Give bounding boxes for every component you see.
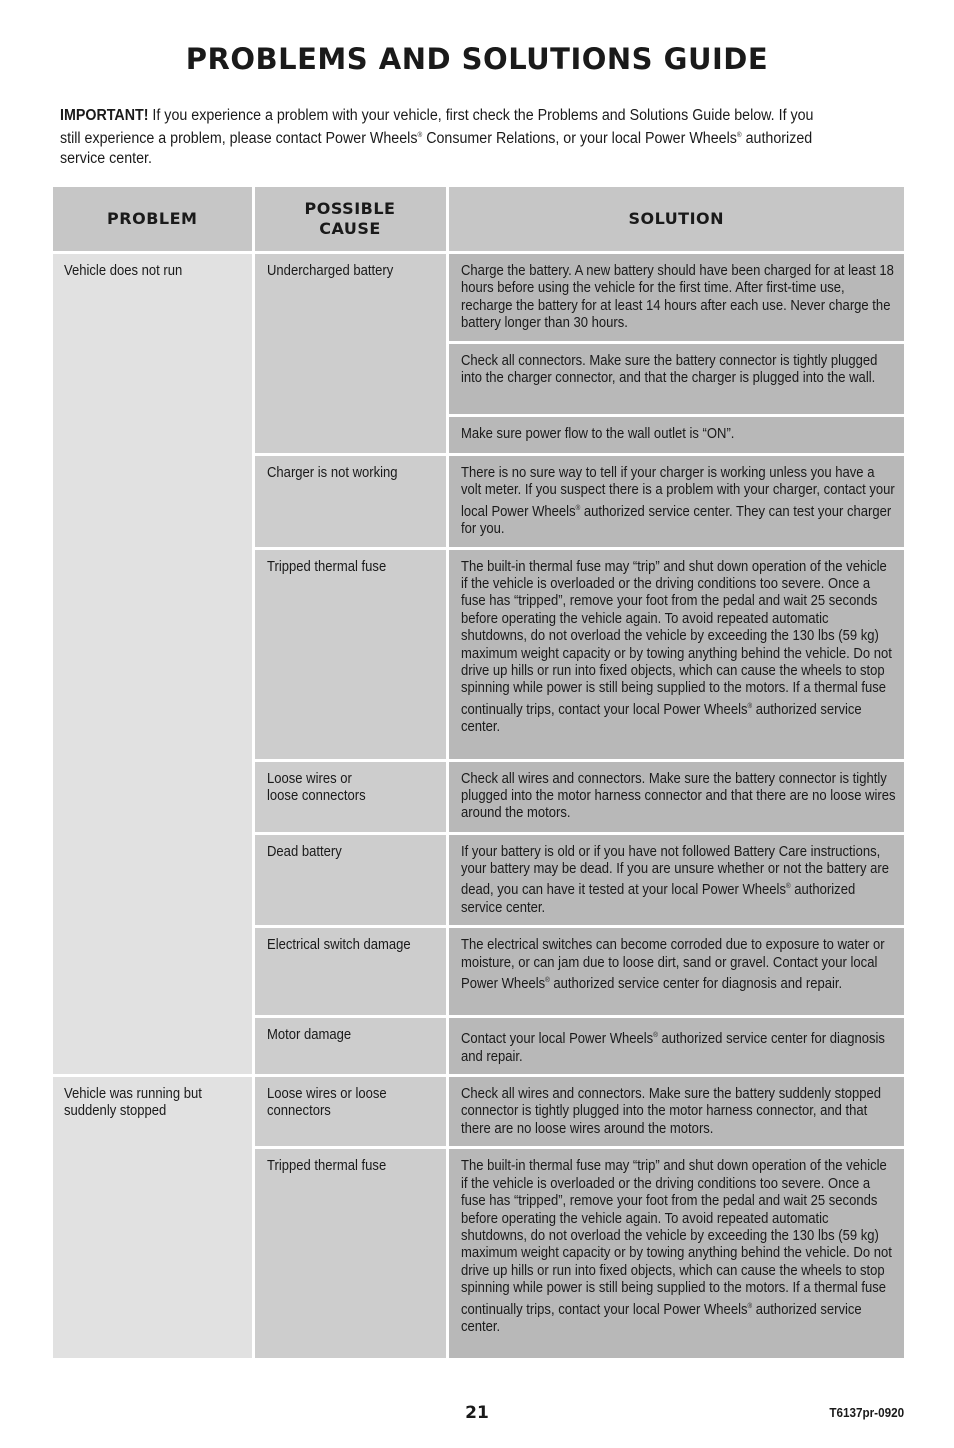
table-header-row [53,187,904,253]
solution-cell: Contact your local Power Wheels® authorized service center for diagnosis and repair. [447,1017,904,1076]
header-problem: PROBLEM [53,187,253,253]
problems-solutions-table [53,187,904,1361]
document-code: T6137pr-0920 [829,1405,904,1420]
cause-cell: Undercharged battery [253,253,447,455]
solution-cell: Charge the battery. A new battery should have been charged for at least 18 hours before using the vehicle for the first time. After first-time use, recharge the battery for at least 14 hours after each use. Never charge the battery longer than 30 hours. [447,253,904,343]
cause-cell: Loose wires or loose connectors [253,760,447,833]
problem-cell: Vehicle was running but suddenly stopped [53,1076,253,1360]
solution-cell: Make sure power flow to the wall outlet is “ON”. [447,416,904,455]
solution-cell: The built-in thermal fuse may “trip” and shut down operation of the vehicle if the vehicle is overloaded or the driving conditions too severe. Once a fuse has “tripped”, remove your foot from the pedal and wait 25 seconds before operating the vehicle again. To avoid repeated automatic shutdowns, do not overload the vehicle by exceeding the 130 lbs (59 kg) maximum weight capacity or by towing anything behind the vehicle. Do not drive up hills or run into fixed objects, which can cause the wheels to stop spinning while power is still being supplied to the motors. If a thermal fuse continually trips, contact your local Power Wheels® authorized service center. [447,548,904,760]
intro-paragraph [60,106,833,169]
cause-cell: Loose wires or loose connectors [253,1076,447,1148]
intro-text-3: authorized service center. [60,130,813,167]
intro-text-2: Consumer Relations, or your local Power Wheels [422,130,737,147]
cause-cell: Electrical switch damage [253,927,447,1017]
solution-cell: The built-in thermal fuse may “trip” and shut down operation of the vehicle if the vehicle is overloaded or the driving conditions too severe. Once a fuse has “tripped”, remove your foot from the pedal and wait 25 seconds before operating the vehicle again. To avoid repeated automatic shutdowns, do not overload the vehicle by exceeding the 130 lbs (59 kg) maximum weight capacity or by towing anything behind the vehicle. Do not drive up hills or run into fixed objects, which can cause the wheels to stop spinning while power is still being supplied to the motors. If a thermal fuse continually trips, contact your local Power Wheels® authorized service center. [447,1148,904,1360]
cause-cell: Charger is not working [253,455,447,549]
problem-cell: Vehicle does not run [53,253,253,1076]
important-label: IMPORTANT! [60,107,149,124]
registered-mark: ® [736,132,742,139]
solution-cell: Check all wires and connectors. Make sure the battery suddenly stopped connector is tightly plugged into the motor harness connector, and that there are no loose wires around the motors. [447,1076,904,1148]
cause-cell: Dead battery [253,833,447,927]
page-number: 21 [465,1403,489,1423]
page-title: PROBLEMS AND SOLUTIONS GUIDE [185,42,769,76]
cause-cell: Motor damage [253,1017,447,1076]
registered-mark: ® [417,132,423,139]
solution-cell: Check all wires and connectors. Make sure the battery connector is tightly plugged into the motor harness connector and that there are no loose wires around the motors. [447,760,904,833]
table-body [53,253,904,1360]
cause-cell: Tripped thermal fuse [253,1148,447,1360]
solution-cell: The electrical switches can become corroded due to exposure to water or moisture, or can jam due to loose dirt, sand or gravel. Contact your local Power Wheels® authorized service center for diagnosis and repair. [447,927,904,1017]
header-solution: SOLUTION [447,187,904,253]
cause-cell: Tripped thermal fuse [253,548,447,760]
header-possible-cause: POSSIBLE CAUSE [253,187,447,253]
table-row [53,253,904,343]
intro-text-1: If you experience a problem with your vehicle, first check the Problems and Solutions Guide below. If you still experience a problem, please contact Power Wheels [60,107,814,147]
solution-cell: There is no sure way to tell if your charger is working unless you have a volt meter. If you suspect there is a problem with your charger, contact your local Power Wheels® authorized service center. They can test your charger for you. [447,455,904,549]
table-row [53,1076,904,1148]
solution-cell: If your battery is old or if you have not followed Battery Care instructions, your battery may be dead. If you are unsure whether or not the battery are dead, you can have it tested at your local Power Wheels® authorized service center. [447,833,904,927]
solution-cell: Check all connectors. Make sure the battery connector is tightly plugged into the charger connector, and that the charger is plugged into the wall. [447,343,904,416]
